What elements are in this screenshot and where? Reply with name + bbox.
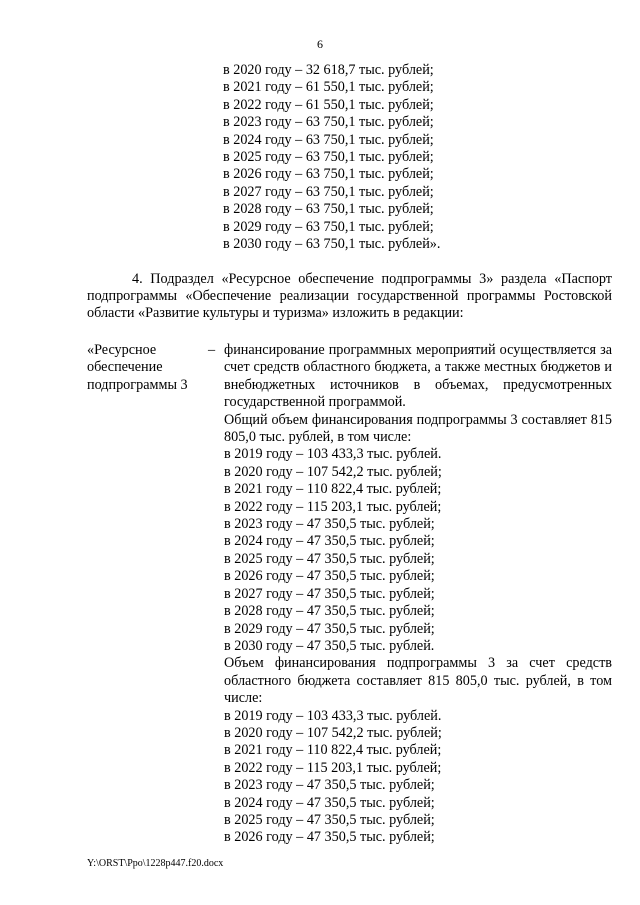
list-item: в 2019 году – 103 433,3 тыс. рублей. [224, 707, 442, 724]
list-item: в 2029 году – 47 350,5 тыс. рублей; [224, 620, 435, 637]
list-item: в 2026 году – 47 350,5 тыс. рублей; [224, 568, 435, 585]
list-item: в 2026 году – 47 350,5 тыс. рублей; [224, 829, 435, 846]
list-item: в 2022 году – 61 550,1 тыс. рублей; [223, 96, 434, 113]
list-item: в 2029 году – 63 750,1 тыс. рублей; [223, 218, 434, 235]
list-item: в 2030 году – 63 750,1 тыс. рублей». [223, 236, 441, 253]
list-item: в 2020 году – 107 542,2 тыс. рублей; [224, 724, 442, 741]
resource-provision-content [224, 342, 612, 847]
list-item: в 2025 году – 47 350,5 тыс. рублей; [224, 811, 435, 828]
section-4-paragraph: 4. Подраздел «Ресурсное обеспечение подпрограммы 3» раздела «Паспорт подпрограммы «Обеспечение реализации государственной программы Ростовской области «Развитие культуры и туризма» изложить в редакции: [87, 271, 612, 322]
list-item: в 2020 году – 107 542,2 тыс. рублей; [224, 463, 442, 480]
list-item: в 2025 году – 47 350,5 тыс. рублей; [224, 550, 435, 567]
list-item: в 2023 году – 47 350,5 тыс. рублей; [224, 516, 435, 533]
total-financing-list [224, 446, 612, 655]
label-dash: – [208, 342, 216, 358]
list-item: в 2022 году – 115 203,1 тыс. рублей; [224, 498, 442, 515]
list-item: в 2020 году – 32 618,7 тыс. рублей; [223, 62, 434, 78]
list-item: в 2021 году – 110 822,4 тыс. рублей; [224, 742, 442, 759]
list-item: в 2024 году – 47 350,5 тыс. рублей; [224, 533, 435, 550]
list-item: в 2027 году – 63 750,1 тыс. рублей; [223, 183, 434, 200]
list-item: в 2023 году – 63 750,1 тыс. рублей; [223, 114, 434, 131]
list-item: в 2023 году – 47 350,5 тыс. рублей; [224, 777, 435, 794]
top-funding-list [223, 62, 613, 253]
list-item: в 2025 году – 63 750,1 тыс. рублей; [223, 149, 434, 166]
list-item: в 2019 году – 103 433,3 тыс. рублей. [224, 446, 442, 463]
financing-intro: финансирование программных мероприятий осуществляется за счет средств областного бюджета, а также местных бюджетов и внебюджетных источников в объемах, предусмотренных государственной программой. [224, 342, 612, 411]
regional-financing-text: Объем финансирования подпрограммы 3 за счет средств областного бюджета составляет 815 805,0 тыс. рублей, в том числе: [224, 655, 612, 707]
list-item: в 2021 году – 110 822,4 тыс. рублей; [224, 481, 442, 498]
list-item: в 2027 году – 47 350,5 тыс. рублей; [224, 585, 435, 602]
resource-provision-label [87, 342, 207, 394]
page-number: 6 [317, 37, 323, 51]
list-item: в 2028 году – 63 750,1 тыс. рублей; [223, 201, 434, 218]
regional-financing-list [224, 708, 612, 847]
list-item: в 2030 году – 47 350,5 тыс. рублей. [224, 637, 435, 654]
list-item: в 2026 году – 63 750,1 тыс. рублей; [223, 166, 434, 183]
label-line: «Ресурсное [87, 342, 157, 358]
list-item: в 2024 году – 63 750,1 тыс. рублей; [223, 131, 434, 148]
list-item: в 2021 году – 61 550,1 тыс. рублей; [223, 79, 434, 96]
list-item: в 2028 году – 47 350,5 тыс. рублей; [224, 603, 435, 620]
label-line: подпрограммы 3 [87, 376, 188, 393]
file-path-footer: Y:\ORST\Ppo\1228p447.f20.docx [87, 858, 224, 869]
list-item: в 2024 году – 47 350,5 тыс. рублей; [224, 794, 435, 811]
label-line: обеспечение [87, 359, 163, 376]
list-item: в 2022 году – 115 203,1 тыс. рублей; [224, 759, 442, 776]
total-financing-text: Общий объем финансирования подпрограммы 3 составляет 815 805,0 тыс. рублей, в том числе: [224, 411, 612, 446]
